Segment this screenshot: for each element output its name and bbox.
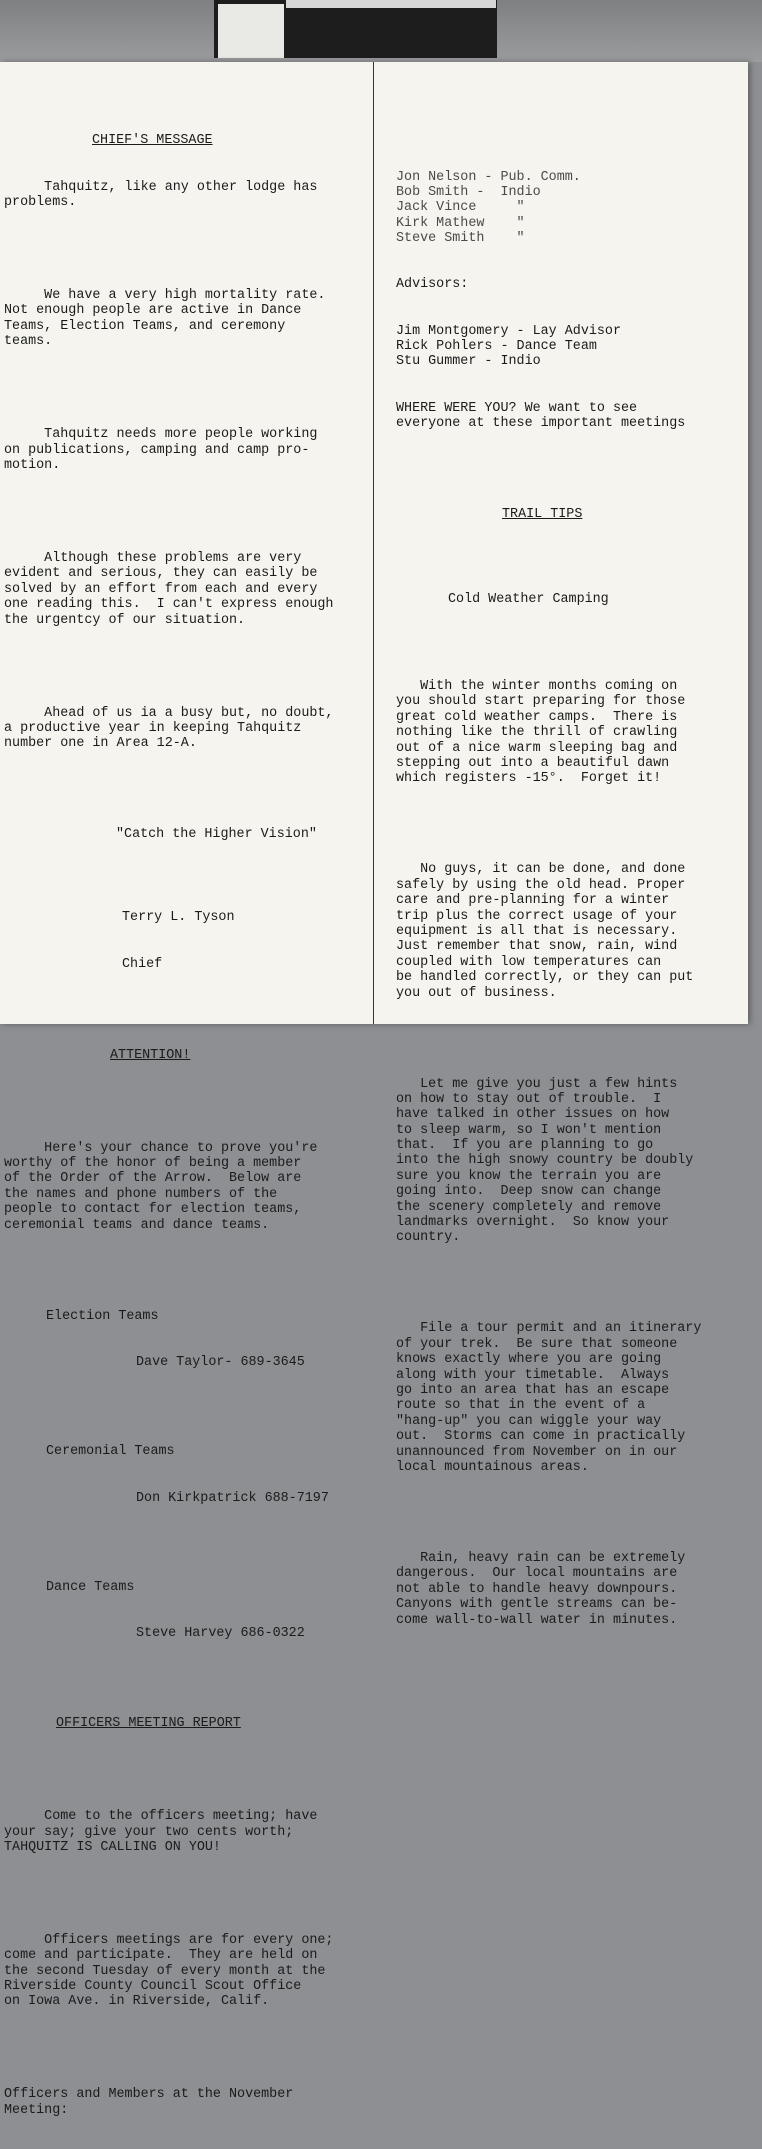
text-line: landmarks overnight. So know your (396, 1215, 670, 1231)
text-line: on publications, camping and camp pro- (4, 442, 310, 458)
chief-paragraph-5 (4, 706, 372, 752)
text-line: Tahquitz, like any other lodge has (4, 179, 318, 195)
advisors-label: Advisors: (396, 277, 469, 293)
text-line: not able to handle heavy downpours. (396, 1581, 678, 1597)
text-line: Rick Pohlers - Dance Team (396, 338, 597, 354)
text-line: With the winter months coming on (396, 679, 678, 695)
chief-paragraph-2 (4, 288, 372, 350)
text-line: evident and serious, they can easily be (4, 566, 318, 582)
text-line: one reading this. I can't express enough (4, 597, 334, 613)
text-line: Bob Smith - Indio (396, 185, 541, 201)
text-line: come wall-to-wall water in minutes. (396, 1612, 678, 1628)
text-line: Jon Nelson - Pub. Comm. (396, 169, 581, 185)
text-line: Although these problems are very (4, 551, 302, 567)
text-line: the scenery completely and remove (396, 1199, 662, 1215)
text-line: No guys, it can be done, and done (396, 862, 686, 878)
trail-paragraph-1 (396, 679, 746, 787)
text-line: Rain, heavy rain can be extremely (396, 1550, 686, 1566)
officers-paragraph-1 (4, 1809, 372, 1855)
text-line: Steve Smith " (396, 231, 525, 247)
newsletter-page (0, 62, 748, 2118)
clip-tab (218, 4, 284, 58)
text-line: Let me give you just a few hints (396, 1076, 678, 1092)
attention-paragraph (4, 1141, 372, 1233)
text-line: stepping out into a beautiful dawn (396, 755, 670, 771)
text-line: TAHQUITZ IS CALLING ON YOU! (4, 1839, 221, 1855)
text-line: your say; give your two cents worth; (4, 1824, 294, 1840)
members-list (396, 170, 746, 247)
officers-paragraph-2 (4, 1933, 372, 2010)
text-line: Officers and Members at the November (4, 2087, 294, 2103)
text-line: Meeting: (4, 2102, 69, 2118)
contact-team-election: Election Teams (46, 1308, 159, 1324)
text-line: out of a nice warm sleeping bag and (396, 740, 678, 756)
trail-tips-subheading: Cold Weather Camping (448, 592, 609, 607)
text-line: Kirk Mathew " (396, 215, 525, 231)
trail-paragraph-4 (396, 1321, 746, 1475)
left-column (4, 62, 372, 2149)
text-line: to sleep warm, so I won't mention (396, 1122, 662, 1138)
text-line: out. Storms can come in practically (396, 1429, 686, 1445)
text-line: Ahead of us ia a busy but, no doubt, (4, 705, 334, 721)
text-line: along with your timetable. Always (396, 1367, 670, 1383)
attention-heading: ATTENTION! (110, 1047, 191, 1063)
text-line: country. (396, 1230, 461, 1246)
text-line: ceremonial teams and dance teams. (4, 1217, 270, 1233)
text-line: a productive year in keeping Tahquitz (4, 720, 302, 736)
text-line: equipment is all that is necessary. (396, 923, 678, 939)
text-line: go into an area that has an escape (396, 1383, 670, 1398)
text-line: route so that in the event of a (396, 1398, 646, 1414)
signature-name: Terry L. Tyson (122, 910, 235, 926)
chief-paragraph-1 (4, 180, 372, 211)
trail-tips-heading: TRAIL TIPS (502, 506, 583, 522)
text-line: great cold weather camps. There is (396, 709, 678, 725)
text-line: the names and phone numbers of the (4, 1186, 278, 1202)
advisors-list (396, 324, 746, 370)
text-line: worthy of the honor of being a member (4, 1156, 302, 1172)
text-line: people to contact for election teams, (4, 1202, 302, 1218)
text-line: "hang-up" you can wiggle your way (396, 1413, 662, 1429)
text-line: number one in Area 12-A. (4, 736, 197, 752)
text-line: unannounced from November on in our (396, 1444, 678, 1460)
text-line: motion. (4, 458, 61, 473)
chief-paragraph-3 (4, 427, 372, 473)
text-line: come and participate. They are held on (4, 1948, 318, 1964)
text-line: dangerous. Our local mountains are (396, 1566, 678, 1582)
text-line: coupled with low temperatures can (396, 954, 662, 970)
text-line: on how to stay out of trouble. I (396, 1091, 662, 1107)
text-line: Tahquitz needs more people working (4, 427, 318, 443)
officers-meeting-heading: OFFICERS MEETING REPORT (56, 1716, 241, 1732)
text-line: We have a very high mortality rate. (4, 288, 326, 304)
text-line: that. If you are planning to go (396, 1138, 654, 1154)
text-line: local mountainous areas. (396, 1459, 589, 1475)
text-line: trip plus the correct usage of your (396, 908, 678, 924)
trail-paragraph-5 (396, 1551, 746, 1628)
text-line: be handled correctly, or they can put (396, 970, 694, 986)
text-line: safely by using the old head. Proper (396, 877, 686, 893)
contact-team-dance: Dance Teams (46, 1580, 135, 1596)
trail-paragraph-2 (396, 862, 746, 1001)
trail-paragraph-3 (396, 1077, 746, 1246)
text-line: nothing like the thrill of crawling (396, 725, 678, 741)
chief-message-heading: CHIEF'S MESSAGE (92, 132, 213, 148)
text-line: knows exactly where you are going (396, 1352, 662, 1368)
column-divider (373, 62, 374, 1024)
motto: "Catch the Higher Vision" (116, 827, 317, 843)
text-line: Jack Vince " (396, 200, 525, 216)
text-line: File a tour permit and an itinerary (396, 1321, 702, 1337)
officers-paragraph-3 (4, 2087, 372, 2118)
text-line: Come to the officers meeting; have (4, 1809, 318, 1825)
text-line: which registers -15°. Forget it! (396, 771, 662, 787)
text-line: everyone at these important meetings (396, 415, 686, 431)
clip-label-strip (286, 0, 496, 8)
contact-person-ceremonial: Don Kirkpatrick 688-7197 (136, 1490, 329, 1506)
text-line: the second Tuesday of every month at the (4, 1963, 326, 1979)
text-line: problems. (4, 195, 77, 211)
chief-paragraph-4 (4, 551, 372, 628)
text-line: Jim Montgomery - Lay Advisor (396, 323, 621, 339)
where-were-you (396, 401, 746, 432)
text-line: on Iowa Ave. in Riverside, Calif. (4, 1994, 270, 2010)
contact-team-ceremonial: Ceremonial Teams (46, 1444, 175, 1460)
text-line: Officers meetings are for every one; (4, 1932, 334, 1948)
text-line: Teams, Election Teams, and ceremony (4, 318, 286, 334)
text-line: Canyons with gentle streams can be- (396, 1597, 678, 1613)
text-line: have talked in other issues on how (396, 1107, 670, 1123)
text-line: you out of business. (396, 985, 557, 1001)
contact-person-election: Dave Taylor- 689-3645 (136, 1354, 305, 1370)
contact-person-dance: Steve Harvey 686-0322 (136, 1626, 305, 1642)
signature-title: Chief (122, 956, 163, 972)
text-line: the urgentcy of our situation. (4, 612, 246, 628)
text-line: Not enough people are active in Dance (4, 303, 302, 319)
text-line: of your trek. Be sure that someone (396, 1336, 678, 1352)
text-line: sure you know the terrain you are (396, 1168, 662, 1184)
text-line: going into. Deep snow can change (396, 1184, 662, 1200)
text-line: teams. (4, 334, 53, 350)
right-column (396, 62, 746, 1659)
text-line: WHERE WERE YOU? We want to see (396, 400, 638, 416)
text-line: solved by an effort from each and every (4, 581, 318, 597)
text-line: care and pre-planning for a winter (396, 893, 670, 909)
text-line: of the Order of the Arrow. Below are (4, 1171, 302, 1187)
text-line: Just remember that snow, rain, wind (396, 939, 678, 955)
text-line: Stu Gummer - Indio (396, 354, 541, 370)
text-line: Here's your chance to prove you're (4, 1140, 318, 1156)
text-line: into the high snowy country be doubly (396, 1153, 694, 1169)
text-line: Riverside County Council Scout Office (4, 1979, 302, 1995)
text-line: you should start preparing for those (396, 694, 686, 710)
